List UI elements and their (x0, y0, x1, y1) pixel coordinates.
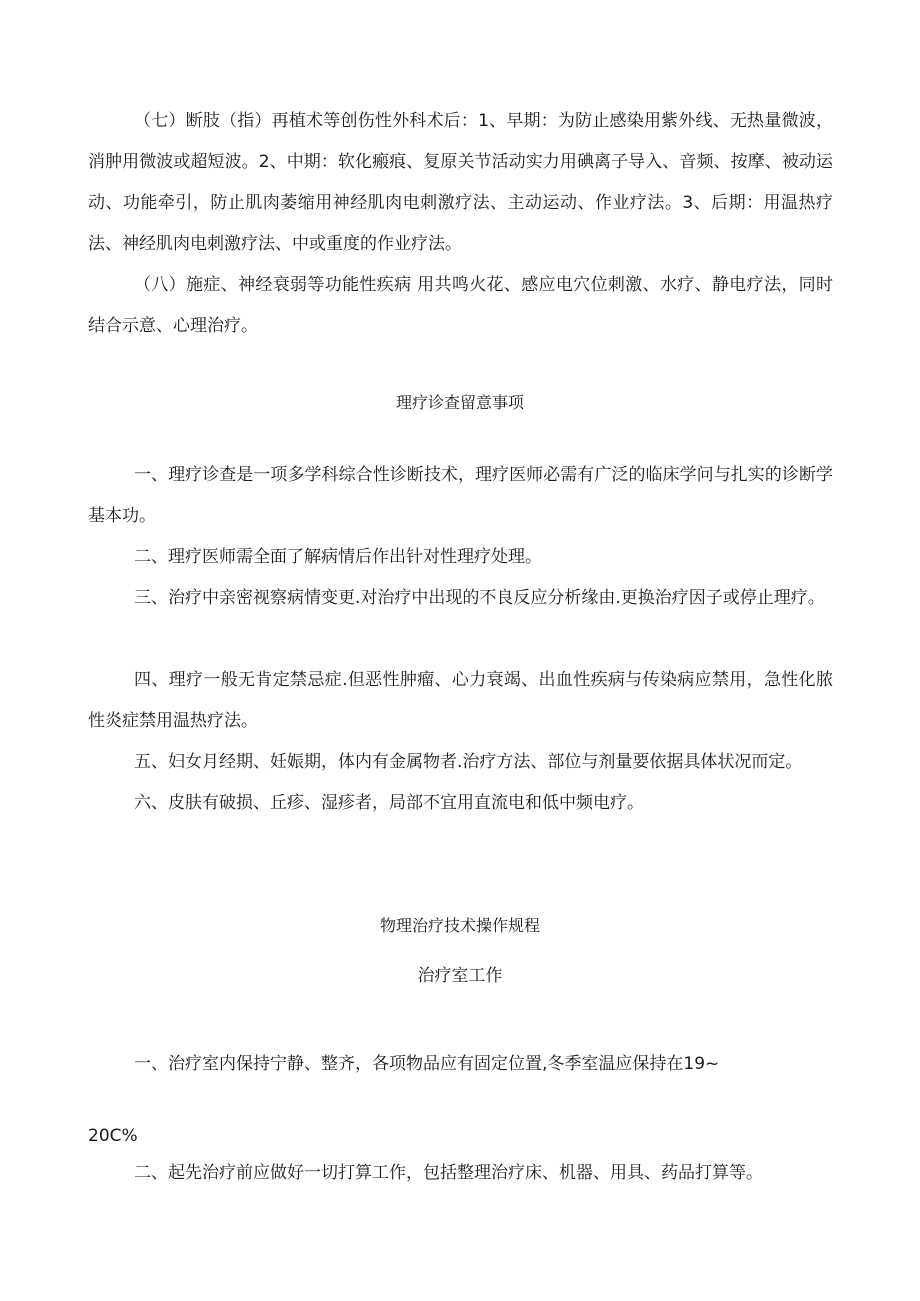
paragraph-section-8: （八）施症、神经衰弱等功能性疾病 用共鸣火花、感应电穴位刺激、水疗、静电疗法，同时结合示意、心理治疗。 (88, 275, 833, 336)
notes-item-1: 一、理疗诊查是一项多学科综合性诊断技术，理疗医师必需有广泛的临床学问与扎实的诊断学基本功。 (88, 465, 833, 526)
notes-item-3: 三、治疗中亲密视察病情变更.对治疗中出现的不良反应分析缘由.更换治疗因子或停止理疗。 (134, 588, 825, 608)
procedures-item-1-line-1: 一、治疗室内保持宁静、整齐，各项物品应有固定位置,冬季室温应保持在19~ (134, 1054, 720, 1074)
procedures-item-1-line-2: 20C% (88, 1126, 138, 1146)
notes-item-2: 二、理疗医师需全面了解病情后作出针对性理疗处理。 (134, 547, 542, 567)
notes-item-4: 四、理疗一般无肯定禁忌症.但恶性肿瘤、心力衰竭、出血性疾病与传染病应禁用，急性化脓性炎症禁用温热疗法。 (88, 670, 833, 731)
procedures-item-2: 二、起先治疗前应做好一切打算工作，包括整理治疗床、机器、用具、药品打算等。 (134, 1163, 763, 1183)
paragraph-section-7: （七）断肢（指）再植术等创伤性外科术后：1、早期：为防止感染用紫外线、无热量微波，消肿用微波或超短波。2、中期：软化瘢痕、复原关节活动实力用碘离子导入、音频、按摩、被动运动、功能牵引，防止肌肉萎缩用神经肌肉电刺激疗法、主动运动、作业疗法。3、后期：用温热疗法、神经肌肉电刺激疗法、中或重度的作业疗法。 (88, 111, 833, 254)
notes-item-6: 六、皮肤有破损、丘疹、湿疹者，局部不宜用直流电和低中频电疗。 (134, 793, 644, 813)
procedures-subtitle: 治疗室工作 (417, 966, 503, 986)
procedures-title: 物理治疗技术操作规程 (379, 916, 540, 935)
notes-item-5: 五、妇女月经期、妊娠期，体内有金属物者.治疗方法、部位与剂量要依据具体状况而定。 (134, 752, 803, 772)
notes-title: 理疗诊查留意事项 (395, 393, 524, 412)
